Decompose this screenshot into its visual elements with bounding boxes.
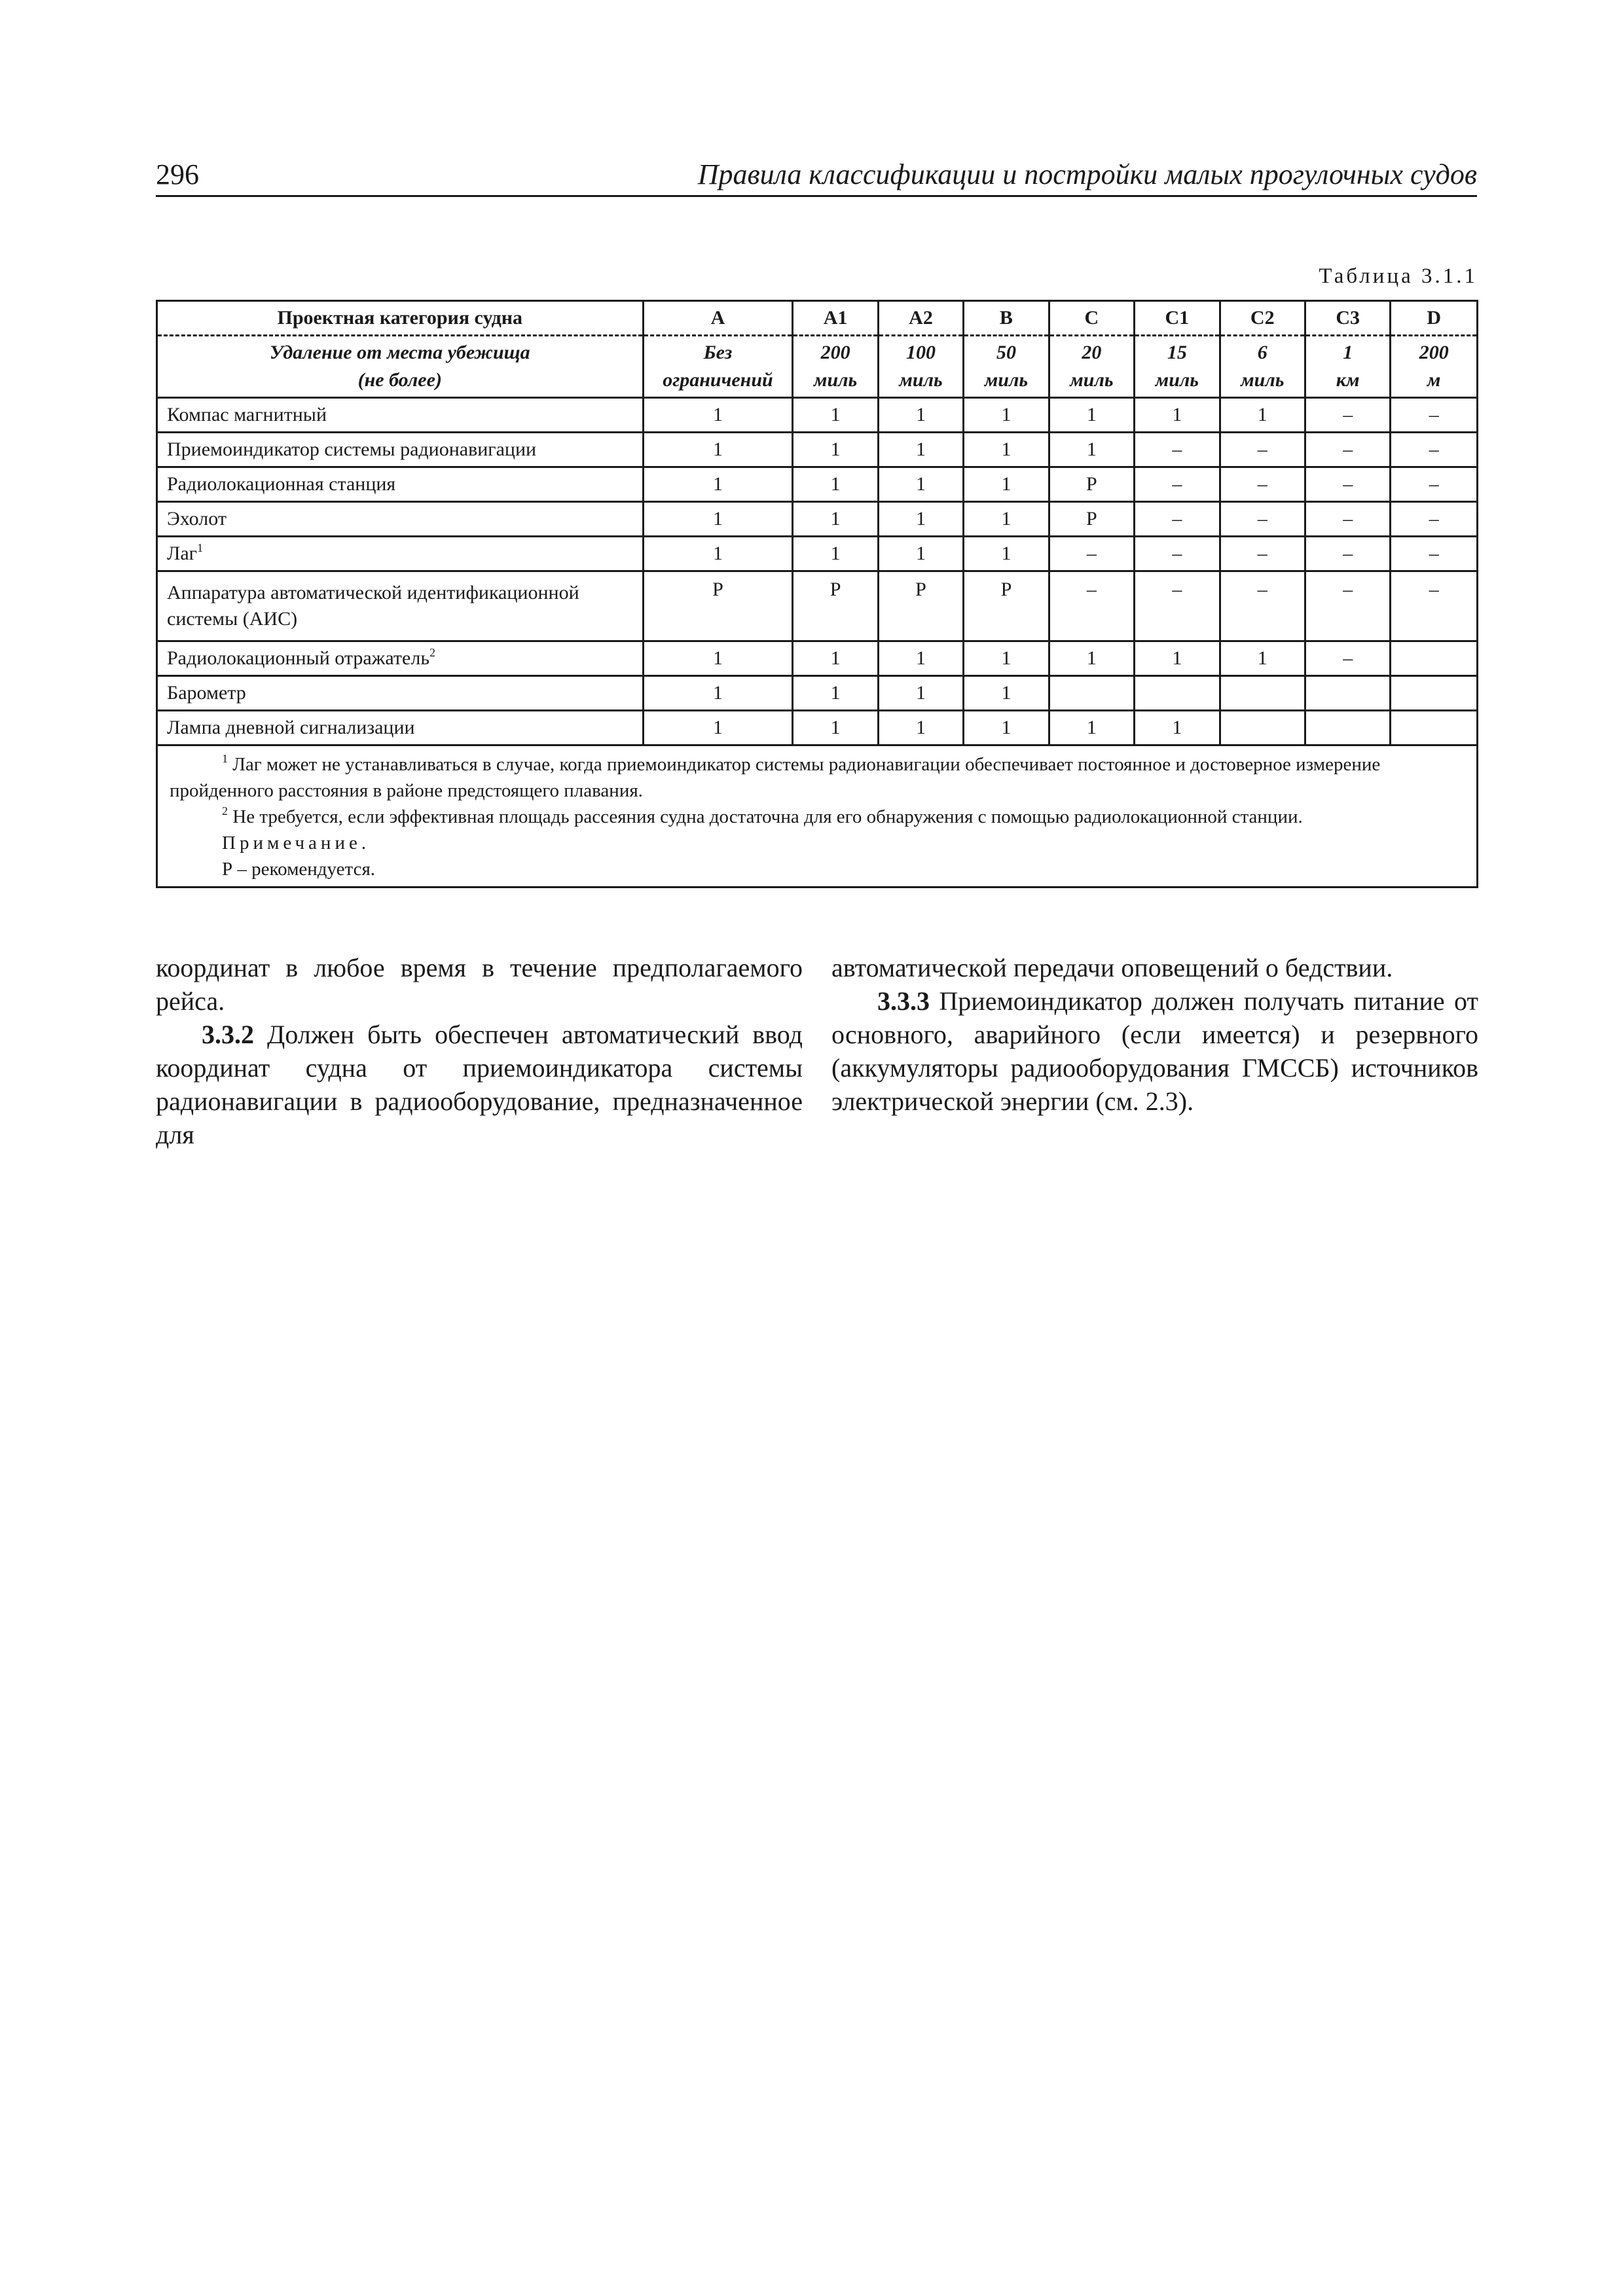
distance-unit: миль bbox=[1241, 369, 1285, 391]
category-cell: A2 bbox=[878, 301, 963, 336]
footnote-2-text: Не требуется, если эффективная площадь рассеяния судна достаточна для его обнаружения с помощью радиолокационной станции. bbox=[232, 806, 1303, 827]
paragraph-3-3-3 bbox=[831, 984, 1478, 1118]
category-cell: C3 bbox=[1305, 301, 1390, 336]
distance-unit: м bbox=[1427, 369, 1441, 391]
equipment-value: 1 bbox=[1049, 398, 1134, 433]
equipment-value: 1 bbox=[793, 467, 878, 502]
equipment-value: – bbox=[1220, 502, 1305, 537]
distance-cell bbox=[1305, 336, 1390, 398]
distance-value: 1 bbox=[1343, 342, 1353, 363]
equipment-value: – bbox=[1305, 641, 1390, 676]
equipment-value: – bbox=[1135, 467, 1220, 502]
category-cell: C1 bbox=[1135, 301, 1220, 336]
paragraph-3-3-2 bbox=[156, 1018, 803, 1151]
equipment-value: Р bbox=[1049, 467, 1134, 502]
equipment-name-text: Радиолокационный отражатель bbox=[167, 647, 430, 669]
equipment-value: Р bbox=[1049, 502, 1134, 537]
equipment-value: 1 bbox=[1135, 641, 1220, 676]
equipment-value: – bbox=[1220, 467, 1305, 502]
equipment-value: – bbox=[1305, 433, 1390, 467]
equipment-value: 1 bbox=[878, 433, 963, 467]
equipment-value: 1 bbox=[964, 537, 1049, 571]
equipment-value: 1 bbox=[793, 537, 878, 571]
distance-cell bbox=[1391, 336, 1478, 398]
equipment-value: 1 bbox=[643, 502, 793, 537]
equipment-value: 1 bbox=[793, 433, 878, 467]
distance-header-row bbox=[157, 336, 1478, 398]
equipment-name bbox=[157, 433, 644, 467]
equipment-value: 1 bbox=[878, 711, 963, 745]
distance-unit: км bbox=[1336, 369, 1360, 391]
category-cell: A bbox=[643, 301, 793, 336]
equipment-value: 1 bbox=[878, 676, 963, 711]
equipment-value: 1 bbox=[964, 398, 1049, 433]
equipment-name-text: Барометр bbox=[167, 682, 246, 704]
equipment-value: 1 bbox=[643, 676, 793, 711]
clause-number: 3.3.3 bbox=[877, 986, 930, 1016]
equipment-value: 1 bbox=[964, 502, 1049, 537]
equipment-value: – bbox=[1305, 537, 1390, 571]
page-header bbox=[156, 154, 1477, 197]
distance-value: 20 bbox=[1082, 342, 1102, 363]
distance-unit: миль bbox=[1155, 369, 1199, 391]
equipment-value: 1 bbox=[1135, 711, 1220, 745]
distance-value: 200 bbox=[1419, 342, 1449, 363]
equipment-value: 1 bbox=[1049, 641, 1134, 676]
distance-label-line1: Удаление от места убежища bbox=[269, 342, 530, 363]
table-footnotes bbox=[157, 745, 1478, 888]
equipment-value: 1 bbox=[878, 398, 963, 433]
distance-cell bbox=[643, 336, 793, 398]
footnote-2-mark: 2 bbox=[222, 804, 228, 817]
equipment-value bbox=[1049, 676, 1134, 711]
footnote-1-mark: 1 bbox=[222, 752, 228, 765]
distance-value: 100 bbox=[906, 342, 936, 363]
page-number: 296 bbox=[156, 158, 199, 190]
equipment-value: 1 bbox=[643, 398, 793, 433]
equipment-row bbox=[157, 711, 1478, 745]
clause-number: 3.3.2 bbox=[202, 1020, 254, 1049]
equipment-value bbox=[1305, 676, 1390, 711]
equipment-value: 1 bbox=[1049, 711, 1134, 745]
equipment-value bbox=[1135, 676, 1220, 711]
distance-header-label bbox=[157, 336, 644, 398]
category-header-row bbox=[157, 301, 1478, 336]
equipment-value: 1 bbox=[964, 433, 1049, 467]
equipment-name bbox=[157, 571, 644, 641]
equipment-name-text: Лаг bbox=[167, 543, 197, 564]
body-column-right bbox=[831, 951, 1478, 1118]
distance-value: 6 bbox=[1257, 342, 1267, 363]
equipment-value: – bbox=[1220, 433, 1305, 467]
equipment-value bbox=[1220, 711, 1305, 745]
equipment-value: 1 bbox=[1220, 641, 1305, 676]
equipment-row bbox=[157, 641, 1478, 676]
distance-label-line2: (не более) bbox=[357, 369, 442, 391]
equipment-name bbox=[157, 641, 644, 676]
equipment-name-text: Аппаратура автоматической идентификационной системы (АИС) bbox=[167, 582, 579, 630]
equipment-row bbox=[157, 502, 1478, 537]
equipment-value: – bbox=[1220, 537, 1305, 571]
equipment-value: Р bbox=[964, 571, 1049, 641]
equipment-value: – bbox=[1049, 537, 1134, 571]
equipment-value: – bbox=[1305, 467, 1390, 502]
equipment-name-text: Приемоиндикатор системы радионавигации bbox=[167, 439, 537, 460]
equipment-value: 1 bbox=[643, 711, 793, 745]
equipment-name bbox=[157, 502, 644, 537]
equipment-name bbox=[157, 467, 644, 502]
footnote-1-text: Лаг может не устанавливаться в случае, когда приемоиндикатор системы радионавигации обеспечивает постоянное и достоверное измерение пройденного расстояния в районе предстоящего плавания. bbox=[170, 754, 1381, 801]
equipment-value: 1 bbox=[793, 641, 878, 676]
equipment-value: – bbox=[1391, 398, 1478, 433]
equipment-value bbox=[1391, 641, 1478, 676]
distance-unit: миль bbox=[984, 369, 1029, 391]
equipment-name-text: Эхолот bbox=[167, 508, 227, 529]
paragraph: координат в любое время в течение предполагаемого рейса. bbox=[156, 953, 803, 1016]
equipment-value: 1 bbox=[793, 676, 878, 711]
equipment-value: 1 bbox=[1049, 433, 1134, 467]
equipment-value: 1 bbox=[643, 537, 793, 571]
distance-unit: миль bbox=[899, 369, 943, 391]
clause-text: Приемоиндикатор должен получать питание от основного, аварийного (если имеется) и резервного (аккумуляторы радиооборудования ГМССБ) источников электрической энергии (см. 2.3). bbox=[831, 986, 1478, 1116]
equipment-value: – bbox=[1391, 537, 1478, 571]
footnote-reference: 1 bbox=[196, 541, 203, 554]
equipment-value bbox=[1305, 711, 1390, 745]
clause-text: Должен быть обеспечен автоматический ввод координат судна от приемоиндикатора системы радионавигации в радиооборудование, предназначенное для bbox=[156, 1020, 803, 1149]
distance-cell bbox=[1135, 336, 1220, 398]
equipment-value: 1 bbox=[793, 398, 878, 433]
equipment-name-text: Лампа дневной сигнализации bbox=[167, 717, 415, 738]
equipment-name-text: Радиолокационная станция bbox=[167, 473, 396, 495]
running-title: Правила классификации и постройки малых прогулочных судов bbox=[697, 158, 1477, 190]
equipment-value: – bbox=[1049, 571, 1134, 641]
distance-value: 15 bbox=[1167, 342, 1187, 363]
distance-value: 50 bbox=[996, 342, 1016, 363]
equipment-value: – bbox=[1391, 502, 1478, 537]
equipment-name bbox=[157, 711, 644, 745]
equipment-value: – bbox=[1305, 571, 1390, 641]
equipment-row bbox=[157, 433, 1478, 467]
equipment-value: – bbox=[1220, 571, 1305, 641]
equipment-value: – bbox=[1135, 502, 1220, 537]
equipment-row bbox=[157, 571, 1478, 641]
category-header-label: Проектная категория судна bbox=[157, 301, 644, 336]
equipment-value: – bbox=[1391, 467, 1478, 502]
equipment-value: 1 bbox=[878, 641, 963, 676]
equipment-name bbox=[157, 398, 644, 433]
distance-cell bbox=[878, 336, 963, 398]
equipment-row bbox=[157, 467, 1478, 502]
distance-value: Без bbox=[703, 342, 733, 363]
equipment-value: – bbox=[1305, 398, 1390, 433]
equipment-value: 1 bbox=[793, 711, 878, 745]
paragraph: автоматической передачи оповещений о бедствии. bbox=[831, 953, 1393, 982]
equipment-value: – bbox=[1135, 433, 1220, 467]
equipment-row bbox=[157, 676, 1478, 711]
equipment-value: 1 bbox=[1135, 398, 1220, 433]
distance-cell bbox=[1049, 336, 1134, 398]
equipment-value: – bbox=[1135, 537, 1220, 571]
equipment-value: 1 bbox=[643, 433, 793, 467]
equipment-value: 1 bbox=[643, 467, 793, 502]
equipment-name-text: Компас магнитный bbox=[167, 404, 327, 425]
footnote-2 bbox=[170, 804, 1465, 830]
equipment-value: – bbox=[1305, 502, 1390, 537]
footnote-reference: 2 bbox=[429, 646, 436, 659]
equipment-value: 1 bbox=[878, 467, 963, 502]
equipment-value: Р bbox=[643, 571, 793, 641]
equipment-name bbox=[157, 676, 644, 711]
equipment-value: – bbox=[1391, 571, 1478, 641]
equipment-value: 1 bbox=[793, 502, 878, 537]
table-footnotes-row bbox=[157, 745, 1478, 888]
equipment-value: – bbox=[1391, 433, 1478, 467]
category-cell: D bbox=[1391, 301, 1478, 336]
equipment-table bbox=[156, 300, 1478, 888]
equipment-value: 1 bbox=[878, 537, 963, 571]
equipment-row bbox=[157, 398, 1478, 433]
equipment-value: 1 bbox=[1220, 398, 1305, 433]
equipment-name bbox=[157, 537, 644, 571]
equipment-value bbox=[1391, 676, 1478, 711]
equipment-value: 1 bbox=[964, 676, 1049, 711]
distance-value: 200 bbox=[820, 342, 850, 363]
footnote-1 bbox=[170, 751, 1465, 804]
note-label: Примечание. bbox=[222, 833, 371, 853]
equipment-row bbox=[157, 537, 1478, 571]
body-column-left bbox=[156, 951, 803, 1151]
distance-cell bbox=[1220, 336, 1305, 398]
distance-unit: миль bbox=[813, 369, 858, 391]
distance-cell bbox=[793, 336, 878, 398]
equipment-value: 1 bbox=[964, 711, 1049, 745]
equipment-value: 1 bbox=[643, 641, 793, 676]
equipment-value: – bbox=[1135, 571, 1220, 641]
equipment-value: 1 bbox=[878, 502, 963, 537]
category-cell: B bbox=[964, 301, 1049, 336]
distance-cell bbox=[964, 336, 1049, 398]
category-cell: C2 bbox=[1220, 301, 1305, 336]
distance-unit: миль bbox=[1070, 369, 1114, 391]
distance-unit: ограничений bbox=[663, 369, 773, 391]
equipment-value: Р bbox=[793, 571, 878, 641]
category-cell: C bbox=[1049, 301, 1134, 336]
note-text: Р – рекомендуется. bbox=[222, 859, 376, 880]
table-caption: Таблица 3.1.1 bbox=[1319, 264, 1478, 288]
equipment-value: Р bbox=[878, 571, 963, 641]
equipment-value bbox=[1220, 676, 1305, 711]
equipment-value bbox=[1391, 711, 1478, 745]
equipment-value: 1 bbox=[964, 467, 1049, 502]
equipment-value: 1 bbox=[964, 641, 1049, 676]
category-cell: A1 bbox=[793, 301, 878, 336]
